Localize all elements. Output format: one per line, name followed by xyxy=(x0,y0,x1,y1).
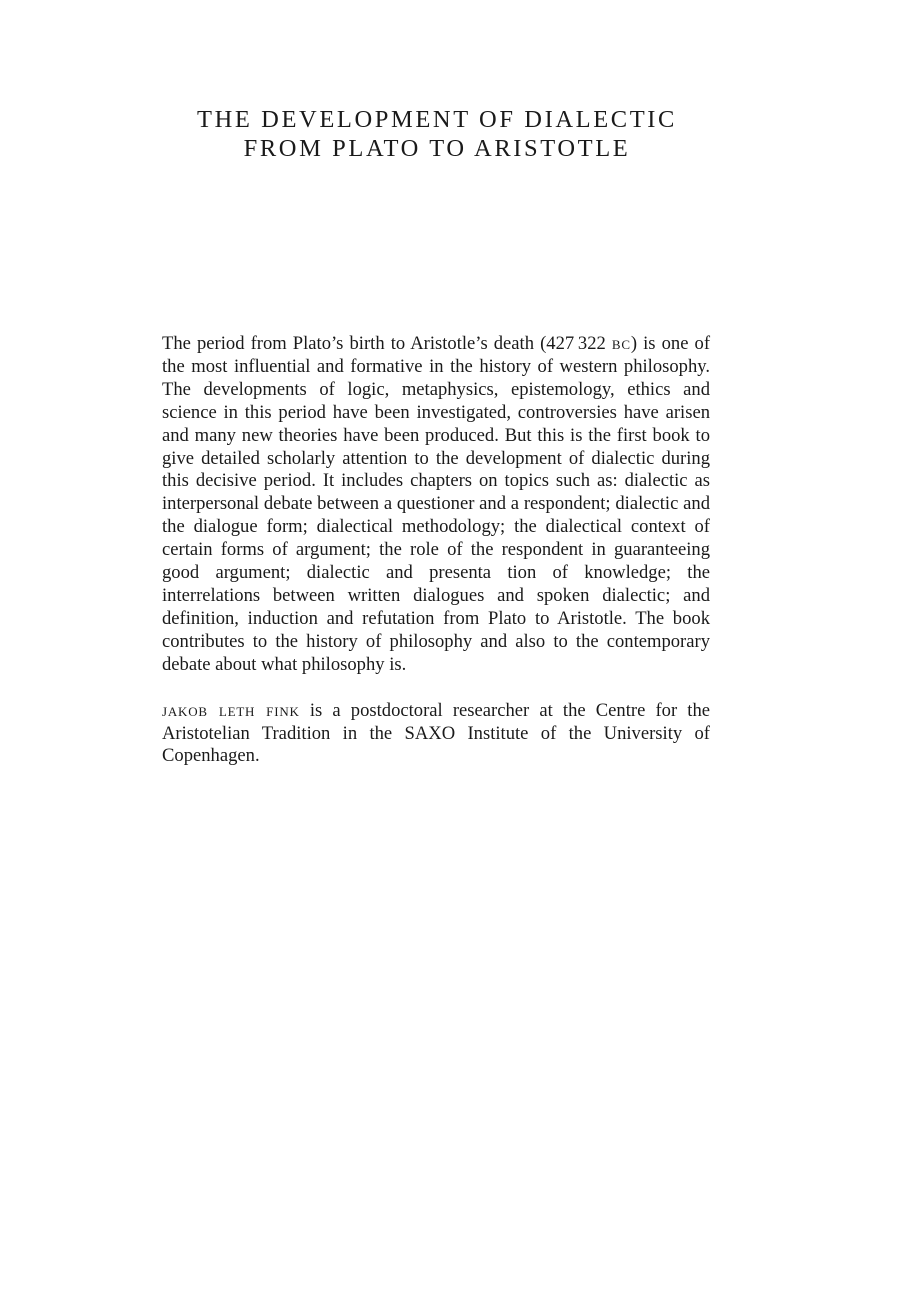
author-name: jakob leth fink xyxy=(162,699,300,721)
description-text-rest: ) is one of the most influential and formative in the history of western philosophy. The developments of logic, metaphysics, epistemology, ethics and science in this period have been investigated, controversies have arisen and many new theories have been produced. But this is the first book to give detailed scholarly attention to the development of dialectic during this decisive period. It includes chapters on topics such as: dialectic as interpersonal debate between a questioner and a respondent; dialectic and the dialogue form; dialectical methodology; the dialectical context of certain forms of argument; the role of the respondent in guaranteeing good argument; dialectic and presenta tion of knowledge; the interrelations between written dialogues and spoken dialectic; and definition, induction and refutation from Plato to Aristotle. The book contributes to the history of philosophy and also to the contemporary debate about what philosophy is. xyxy=(162,333,711,675)
description-paragraph xyxy=(162,333,710,677)
era-label: bc xyxy=(611,333,631,354)
book-title xyxy=(0,105,874,163)
book-blurb xyxy=(162,333,710,768)
author-bio: is a postdoctoral researcher at the Centre for the Aristotelian Tradition in the SAXO Institute of the University of Copenhagen. xyxy=(162,699,710,767)
description-text-start: The period from Plato’s birth to Aristotle’s death (427 322 xyxy=(162,333,612,354)
author-paragraph xyxy=(162,700,710,769)
title-line-2: FROM PLATO TO ARISTOTLE xyxy=(243,135,631,162)
title-line-1: THE DEVELOPMENT OF DIALECTIC xyxy=(197,106,677,133)
